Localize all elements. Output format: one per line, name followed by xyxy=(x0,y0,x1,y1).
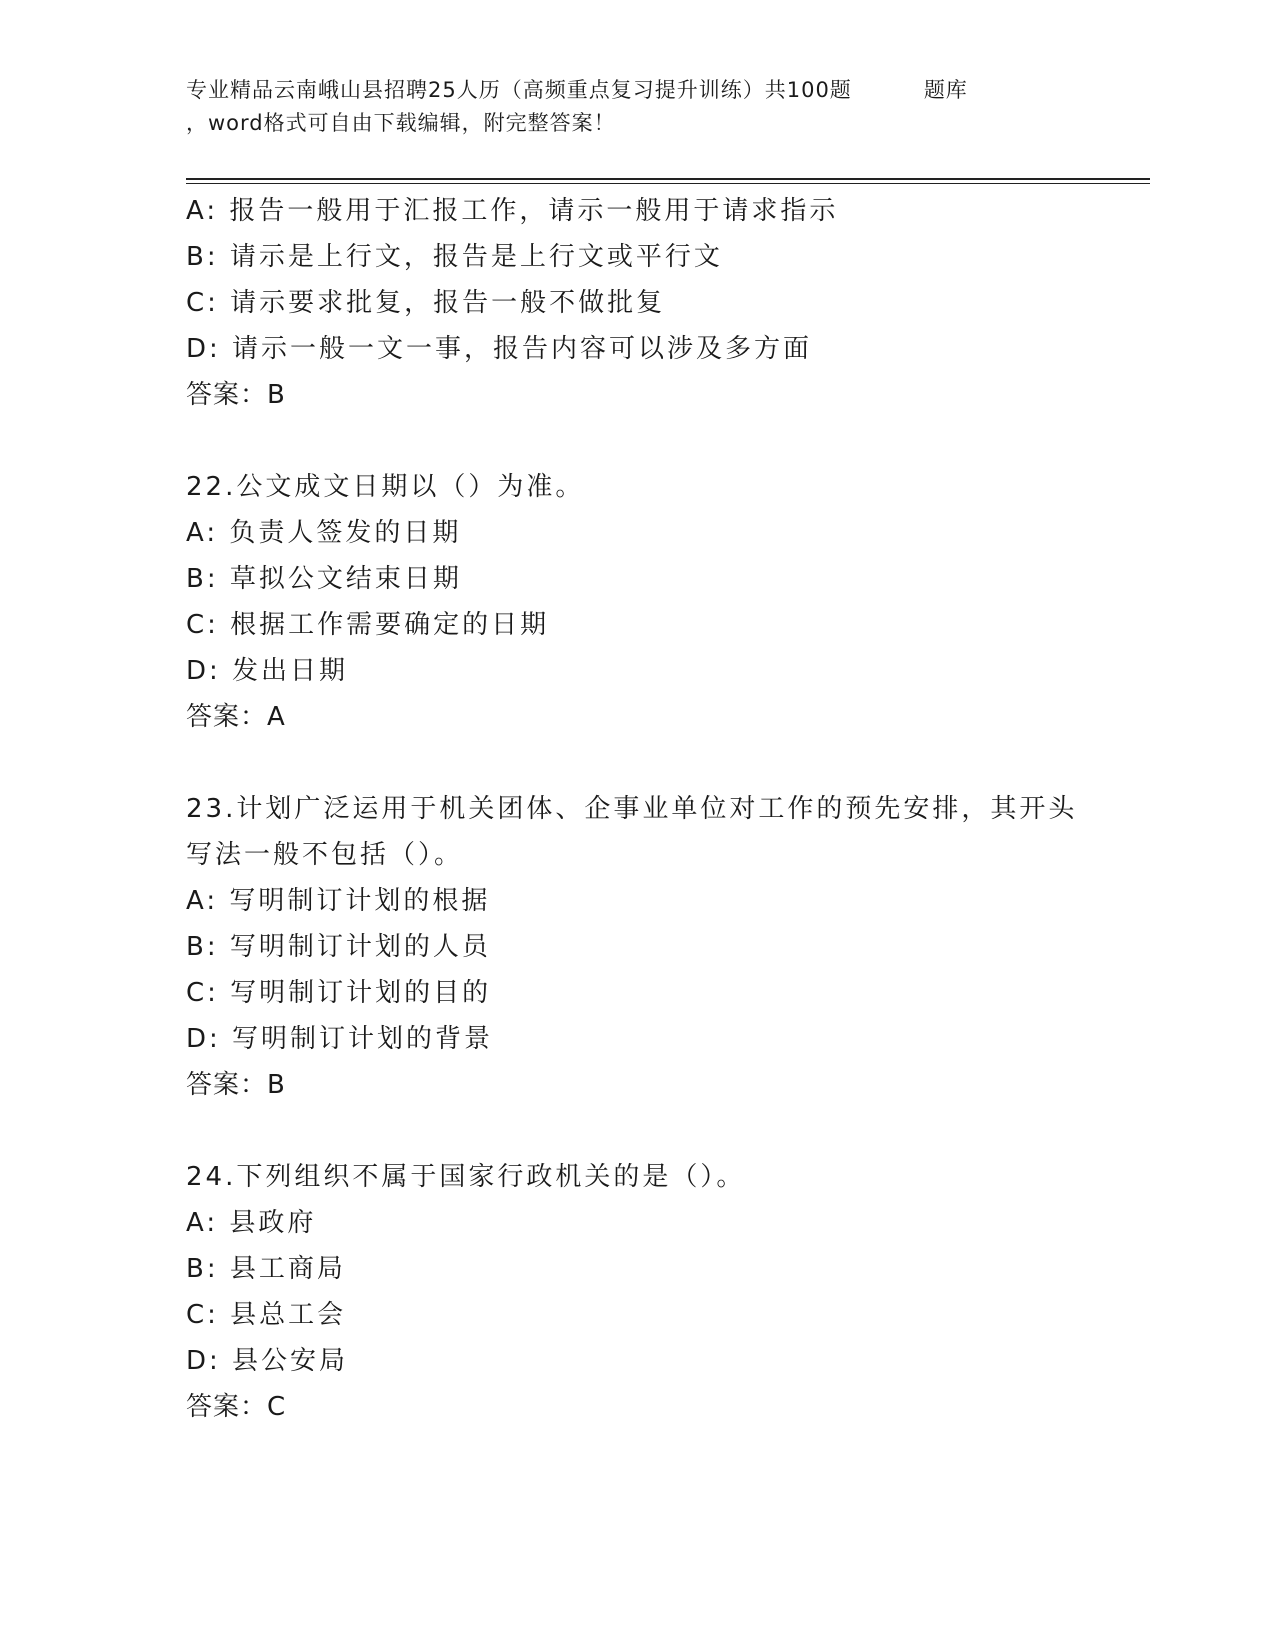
option-d: D: 写明制订计划的背景 xyxy=(186,1024,494,1054)
option-b: B: 县工商局 xyxy=(186,1254,346,1284)
question-22 xyxy=(186,464,1086,740)
header-divider-thick xyxy=(186,178,1150,180)
header-tag: 题库 xyxy=(923,78,968,102)
option-d: D: 请示一般一文一事，报告内容可以涉及多方面 xyxy=(186,334,813,364)
answer: 答案：C xyxy=(186,1392,287,1422)
option-b: B: 写明制订计划的人员 xyxy=(186,932,491,962)
option-a: A: 县政府 xyxy=(186,1208,317,1238)
question-text: 23.计划广泛运用于机关团体、企事业单位对工作的预先安排，其开头 xyxy=(186,794,1078,824)
header-divider-thin xyxy=(186,183,1150,184)
spacer xyxy=(186,418,1086,464)
option-c: C: 县总工会 xyxy=(186,1300,347,1330)
page-header xyxy=(186,74,1086,140)
spacer xyxy=(186,740,1086,786)
option-c: C: 根据工作需要确定的日期 xyxy=(186,610,550,640)
option-a: A: 负责人签发的日期 xyxy=(186,518,462,548)
header-subtitle: ，word格式可自由下载编辑，附完整答案！ xyxy=(186,111,616,135)
option-c: C: 请示要求批复，报告一般不做批复 xyxy=(186,288,666,318)
answer: 答案：A xyxy=(186,702,286,732)
answer: 答案：B xyxy=(186,380,286,410)
option-d: D: 县公安局 xyxy=(186,1346,349,1376)
question-text-continued: 写法一般不包括（）。 xyxy=(186,840,464,870)
question-text: 22.公文成文日期以（）为准。 xyxy=(186,472,585,502)
question-24 xyxy=(186,1154,1086,1430)
question-list xyxy=(186,188,1086,1430)
question-23 xyxy=(186,786,1086,1108)
question-21 xyxy=(186,188,1086,418)
spacer xyxy=(186,1108,1086,1154)
option-b: B: 请示是上行文，报告是上行文或平行文 xyxy=(186,242,723,272)
option-a: A: 写明制订计划的根据 xyxy=(186,886,491,916)
option-a: A: 报告一般用于汇报工作，请示一般用于请求指示 xyxy=(186,196,839,226)
header-title: 专业精品云南峨山县招聘25人历（高频重点复习提升训练）共100题 xyxy=(186,78,852,102)
answer: 答案：B xyxy=(186,1070,286,1100)
option-b: B: 草拟公文结束日期 xyxy=(186,564,462,594)
header-title-line xyxy=(186,74,1086,107)
option-d: D: 发出日期 xyxy=(186,656,349,686)
option-c: C: 写明制订计划的目的 xyxy=(186,978,492,1008)
question-text: 24.下列组织不属于国家行政机关的是（）。 xyxy=(186,1162,746,1192)
